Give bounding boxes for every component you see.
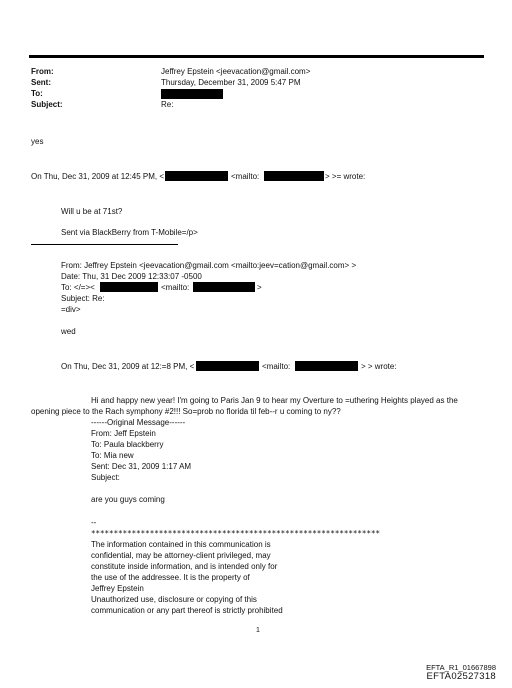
fwd-div: =div> [61,305,81,314]
fwd-to-mailto: <mailto: [161,283,190,292]
redaction-q2-sender [196,361,259,371]
original-from: From: Jeff Epstein [91,429,156,438]
redaction-fwd-to [100,282,158,292]
from-value: Jeffrey Epstein <jeevacation@gmail.com> [161,67,311,76]
sent-label: Sent: [31,78,51,87]
fwd-from: From: Jeffrey Epstein <jeevacation@gmail.com <mailto:jeev=cation@gmail.com> > [61,261,357,270]
redaction-q1-mailto [264,171,324,181]
fwd-to-close: > [257,283,262,292]
header-rule [29,55,484,58]
original-to-1: To: Paula blackberry [91,440,164,449]
disclaimer-line4: the use of the addressee. It is the property of [91,573,250,582]
quote1-mailto: <mailto: [231,172,260,181]
message-para-line2: opening piece to the Rach symphony #2!!! So=prob no florida til feb--r u coming to ny?? [31,407,341,416]
from-label: From: [31,67,54,76]
redaction-q2-mailto [295,361,358,371]
footer-id-1: EFTA_R1_01667898 [426,663,496,672]
separator-line [31,244,178,245]
disclaimer-line1: The information contained in this communication is [91,540,271,549]
quote2-mailto: <mailto: [262,362,291,371]
original-message-header: ------Original Message------ [91,418,186,427]
footer-id-2: EFTA02527318 [426,671,496,682]
redaction-q1-sender [165,171,228,181]
quote1-intro: On Thu, Dec 31, 2009 at 12:45 PM, < [31,172,165,181]
fwd-date: Date: Thu, 31 Dec 2009 12:33:07 -0500 [61,272,202,281]
quote2-intro: On Thu, Dec 31, 2009 at 12:=8 PM, < [61,362,195,371]
disclaimer-line3: constitute inside information, and is intended only for [91,562,278,571]
signature-dash: -- [91,518,97,527]
reply-text: yes [31,137,44,146]
quote2-wrote: > > wrote: [361,362,397,371]
page-number: 1 [256,627,260,634]
fwd-to: To: </=>< [61,283,95,292]
original-sent: Sent: Dec 31, 2009 1:17 AM [91,462,192,471]
redaction-fwd-mailto [193,282,255,292]
fwd-reply: wed [61,327,76,336]
message-para-line1: Hi and happy new year! I'm going to Paris Jan 9 to hear my Overture to =uthering Heights played as the [91,396,458,405]
disclaimer-line2: confidential, may be attorney-client privileged, may [91,551,271,560]
original-body: are you guys coming [91,495,165,504]
subject-label: Subject: [31,100,63,109]
quote1-wrote: > >= wrote: [325,172,366,181]
to-label: To: [31,89,43,98]
disclaimer-line5: Jeffrey Epstein [91,584,144,593]
redaction-to [161,89,223,99]
disclaimer-line7: communication or any part thereof is strictly prohibited [91,606,283,615]
quote1-line1: Will u be at 71st? [61,207,123,216]
original-to-2: To: Mia new [91,451,134,460]
original-subject: Subject: [91,473,120,482]
quote1-line2: Sent via BlackBerry from T-Mobile=/p> [61,228,198,237]
disclaimer-line6: Unauthorized use, disclosure or copying of this [91,595,257,604]
disclaimer-stars: **************************************************************** [91,529,380,538]
fwd-subject: Subject: Re: [61,294,105,303]
sent-value: Thursday, December 31, 2009 5:47 PM [161,78,301,87]
subject-value: Re: [161,100,174,109]
